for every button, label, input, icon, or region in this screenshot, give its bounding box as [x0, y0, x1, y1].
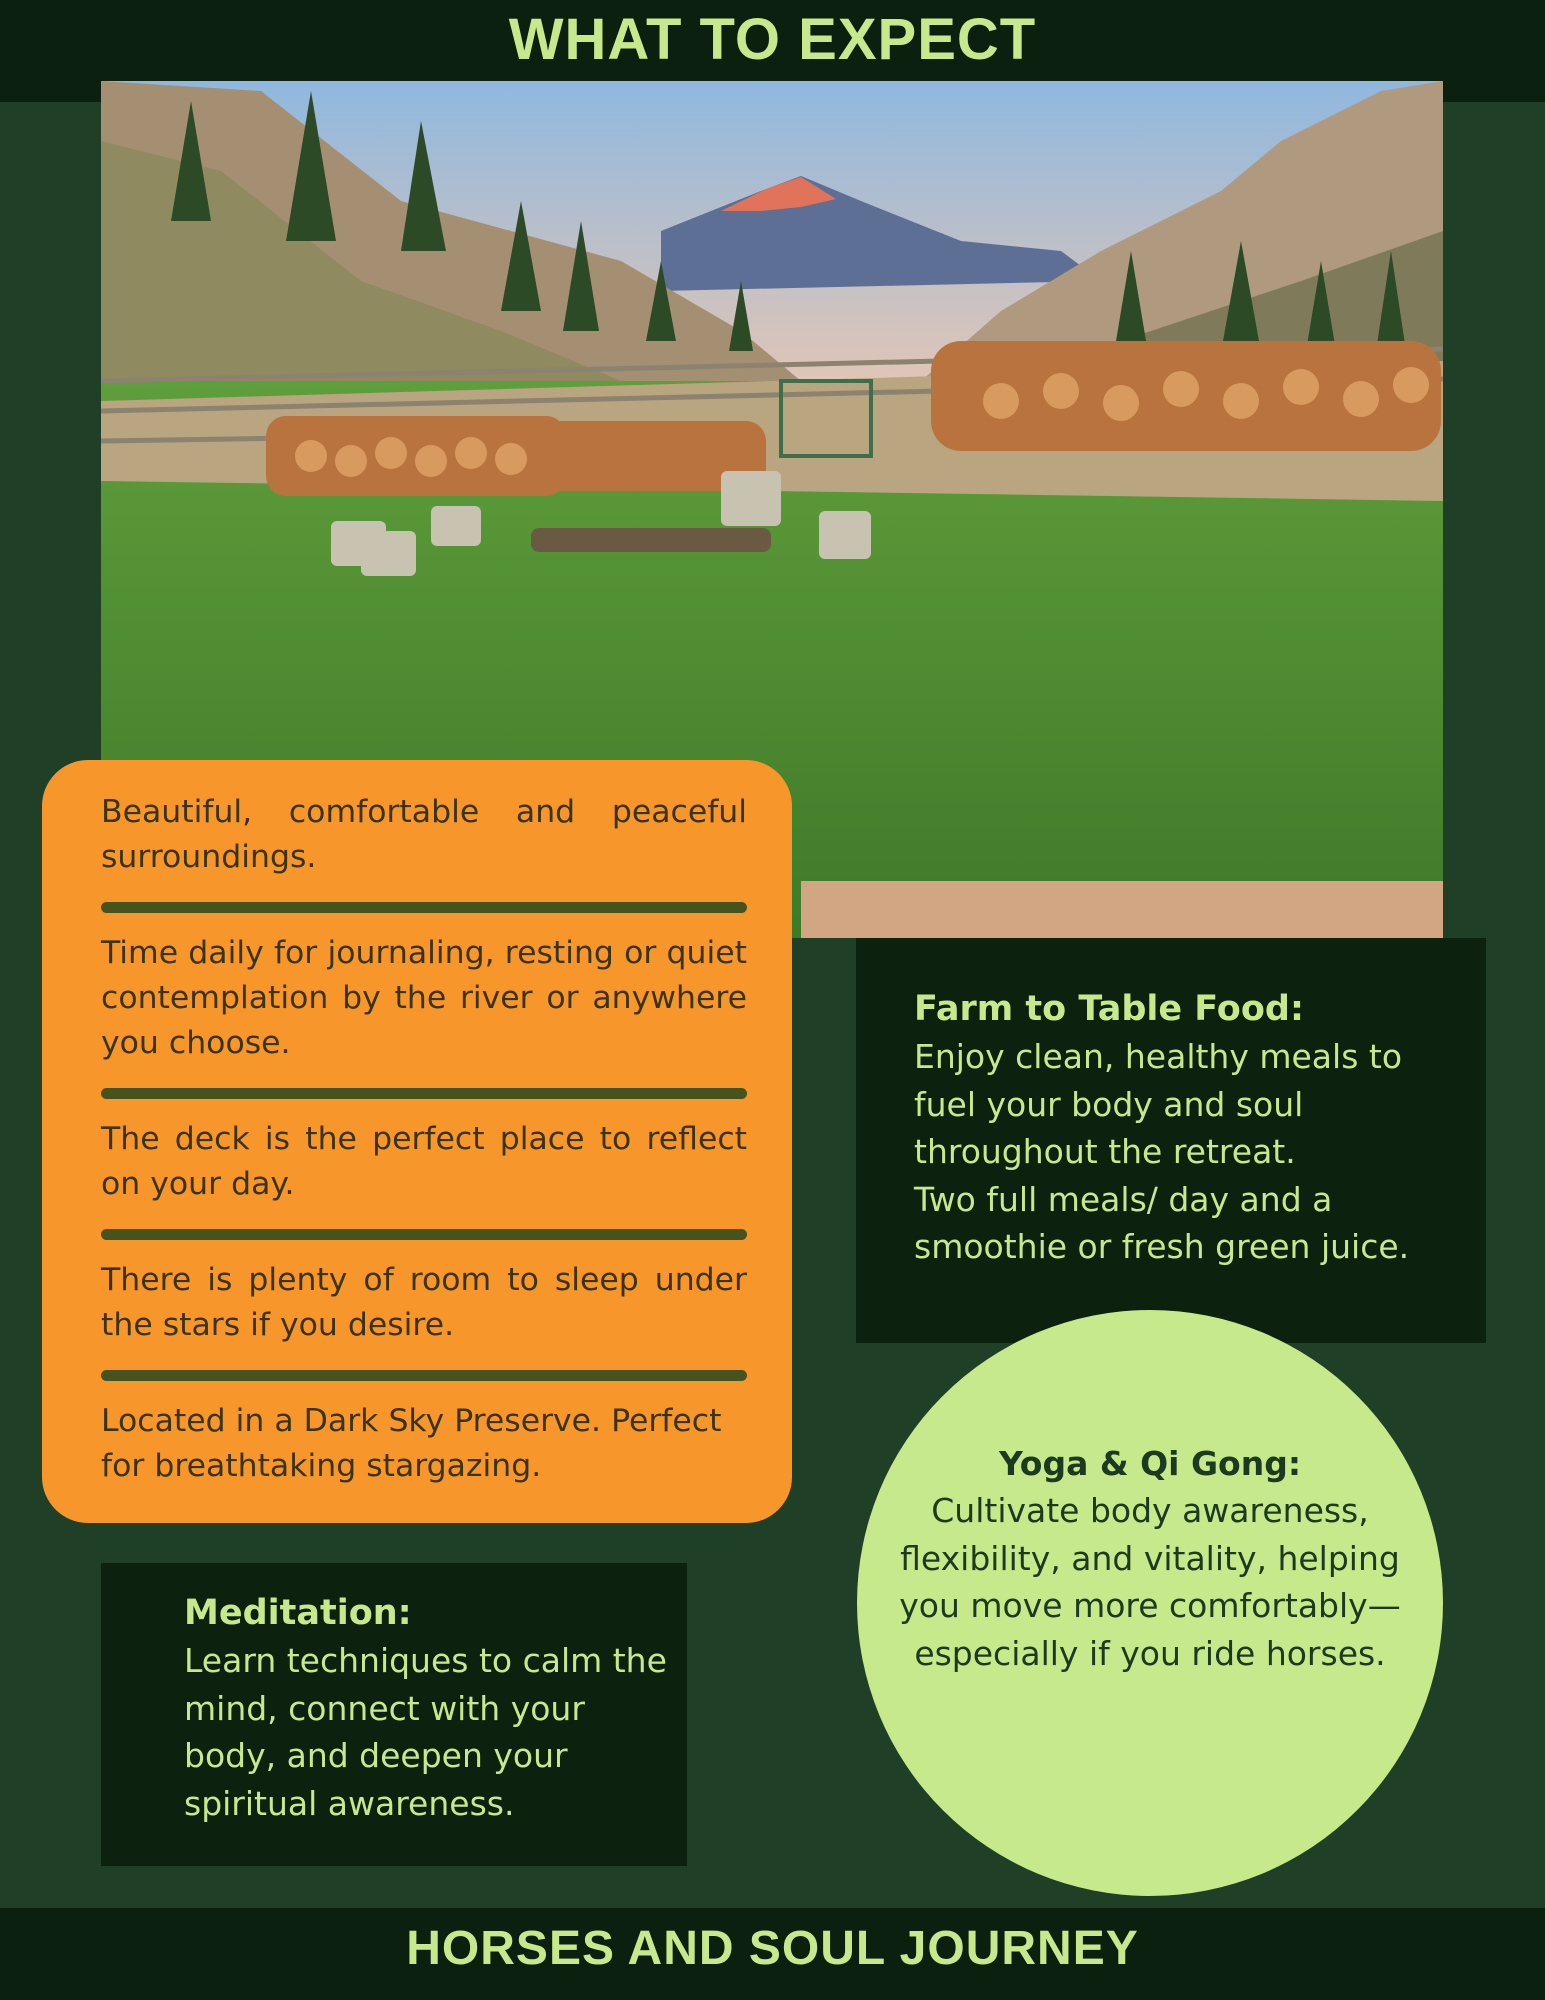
highlight-item: Beautiful, comfortable and peaceful surroundings.: [101, 794, 747, 875]
yoga-body: Cultivate body awareness, flexibility, and vitality, helping you move more comfortably—especially if you ride horses.: [899, 1491, 1401, 1673]
meditation-heading: Meditation:: [184, 1593, 412, 1633]
highlight-item: Time daily for journaling, resting or quiet contemplation by the river or anywhere you choose.: [101, 935, 747, 1061]
meditation-body: Learn techniques to calm the mind, connect with your body, and deepen your spiritual awareness.: [184, 1641, 667, 1823]
farm-heading: Farm to Table Food:: [914, 989, 1304, 1029]
highlight-item: The deck is the perfect place to reflect on your day.: [101, 1121, 747, 1202]
farm-body-meals: Two full meals/ day and a smoothie or fresh green juice.: [914, 1179, 1410, 1266]
divider: [101, 1088, 747, 1099]
divider: [101, 1370, 747, 1381]
highlights-panel: [42, 760, 792, 1523]
yoga-qigong-circle: [857, 1310, 1443, 1896]
highlight-item: Located in a Dark Sky Preserve. Perfect for breathtaking stargazing.: [101, 1403, 722, 1484]
highlight-item: There is plenty of room to sleep under the stars if you desire.: [101, 1262, 747, 1343]
footer-title: HORSES AND SOUL JOURNEY: [406, 1922, 1139, 1975]
divider: [101, 1229, 747, 1240]
farm-body: Enjoy clean, healthy meals to fuel your body and soul throughout the retreat.: [914, 1037, 1403, 1171]
farm-to-table-card: [856, 938, 1486, 1343]
meditation-card: [101, 1563, 687, 1866]
yoga-heading: Yoga & Qi Gong:: [998, 1444, 1302, 1483]
divider: [101, 902, 747, 913]
page-title: WHAT TO EXPECT: [508, 7, 1037, 72]
